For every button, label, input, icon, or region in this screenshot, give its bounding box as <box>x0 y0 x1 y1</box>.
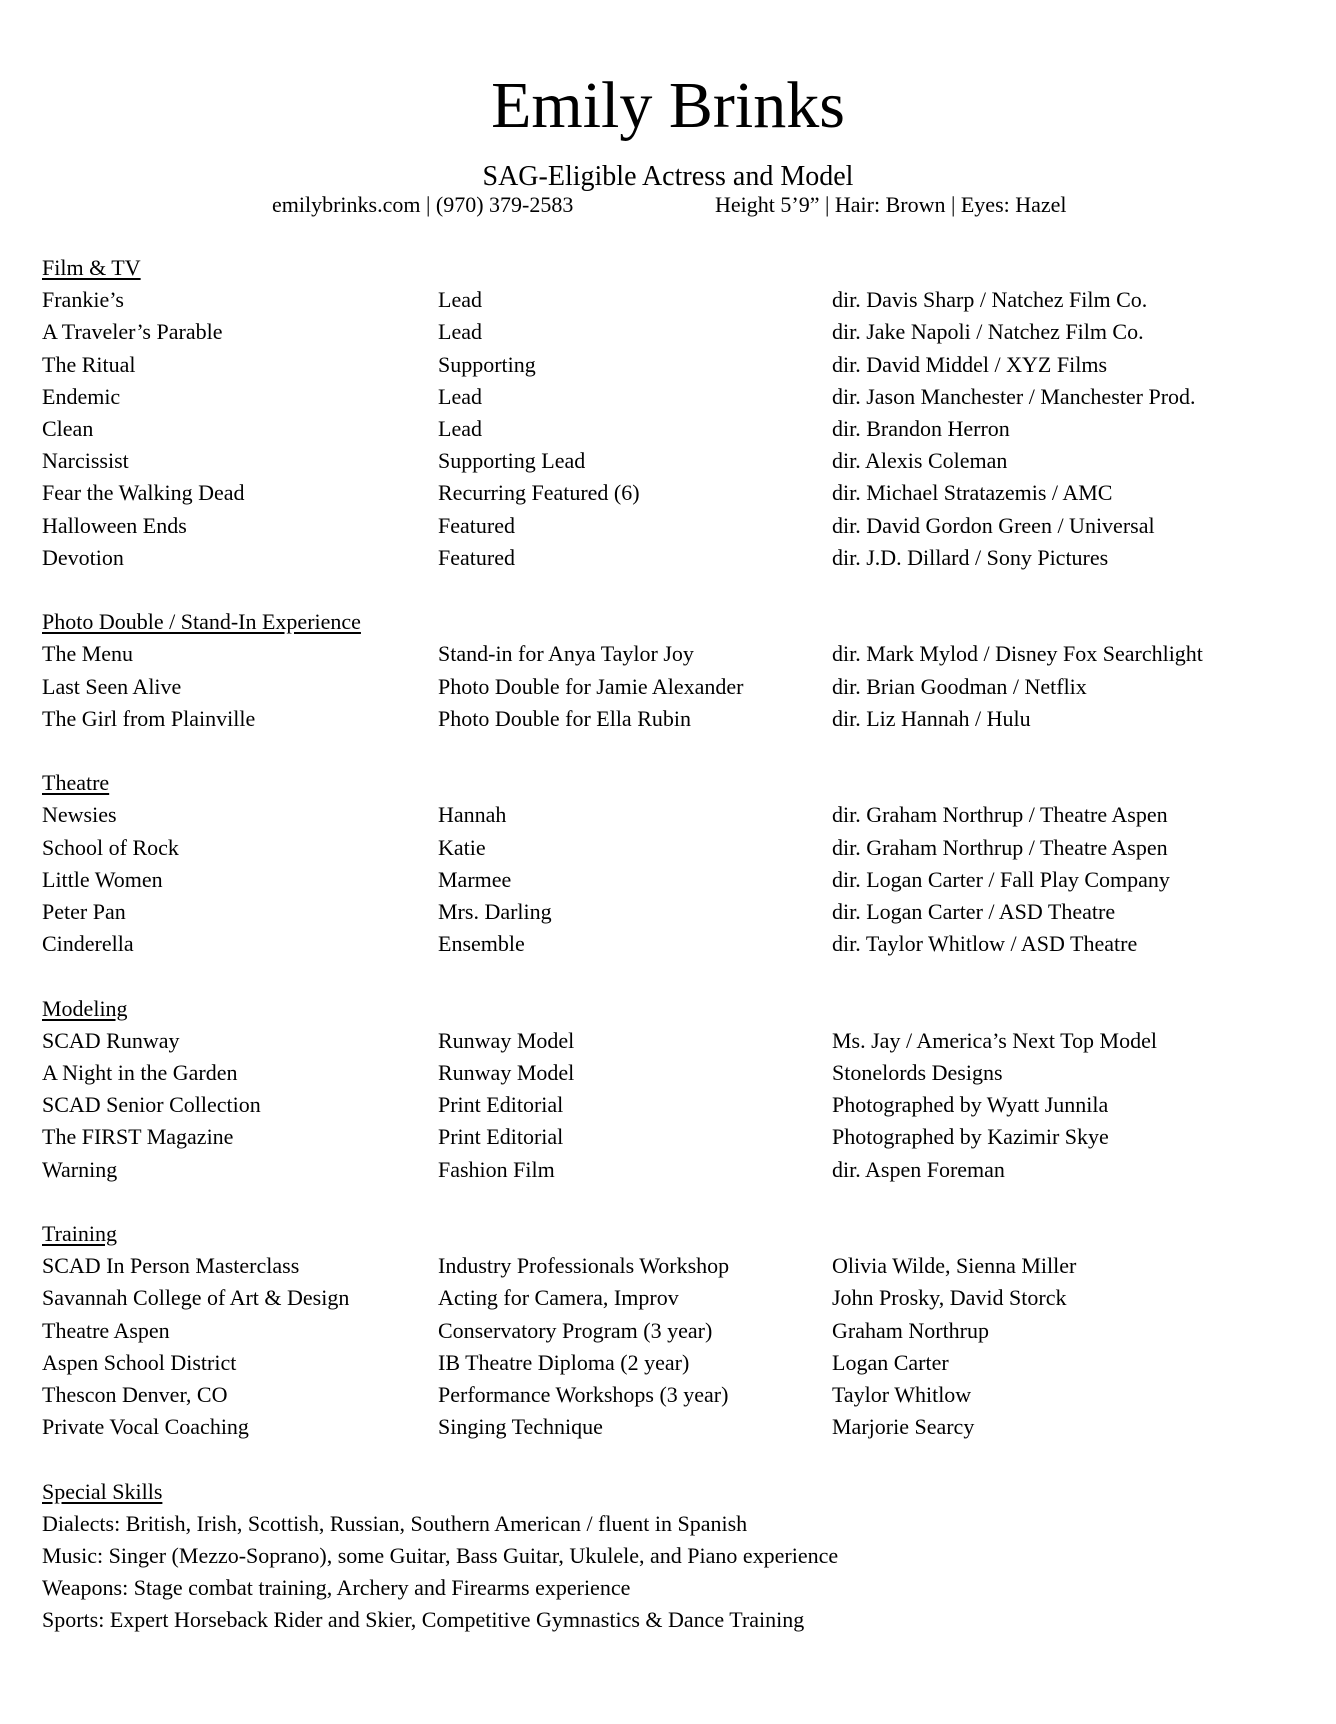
credit-cell: dir. Jake Napoli / Natchez Film Co. <box>832 319 1144 345</box>
role-cell: Conservatory Program (3 year) <box>438 1317 713 1343</box>
production-cell: Newsies <box>42 802 117 828</box>
role-cell: Stand-in for Anya Taylor Joy <box>438 641 694 667</box>
production-cell: Thescon Denver, CO <box>42 1382 228 1408</box>
production-cell: The Menu <box>42 641 134 667</box>
skill-line: Music: Singer (Mezzo-Soprano), some Guitar, Bass Guitar, Ukulele, and Piano experience <box>42 1543 839 1569</box>
credit-cell: dir. Liz Hannah / Hulu <box>832 705 1031 731</box>
credit-row <box>42 510 1302 542</box>
production-cell: A Traveler’s Parable <box>42 319 223 345</box>
credit-row <box>42 671 1302 703</box>
credit-cell: dir. Brian Goodman / Netflix <box>832 673 1087 699</box>
credit-cell: dir. Mark Mylod / Disney Fox Searchlight <box>832 641 1203 667</box>
credit-row <box>42 542 1302 574</box>
credit-cell: Marjorie Searcy <box>832 1414 975 1440</box>
credit-row <box>42 799 1302 831</box>
role-cell: Lead <box>438 383 482 409</box>
production-cell: Frankie’s <box>42 287 124 313</box>
credit-row <box>42 381 1302 413</box>
role-cell: Katie <box>438 834 486 860</box>
role-cell: Supporting <box>438 351 536 377</box>
credit-cell: dir. Alexis Coleman <box>832 448 1008 474</box>
role-cell: Industry Professionals Workshop <box>438 1253 730 1279</box>
section-title: Film & TV <box>42 255 141 280</box>
credit-row <box>42 1250 1302 1282</box>
credit-cell: Taylor Whitlow <box>832 1382 972 1408</box>
production-cell: Little Women <box>42 866 163 892</box>
section-title: Modeling <box>42 995 128 1021</box>
section-theatre <box>42 767 1302 960</box>
credit-row <box>42 1089 1302 1121</box>
role-cell: Runway Model <box>438 1027 575 1053</box>
credit-row <box>42 896 1302 928</box>
credit-cell: dir. Aspen Foreman <box>832 1156 1005 1182</box>
credit-cell: Logan Carter <box>832 1349 949 1375</box>
credit-cell: John Prosky, David Storck <box>832 1285 1067 1311</box>
skill-line: Weapons: Stage combat training, Archery and Firearms experience <box>42 1575 631 1601</box>
skill-line: Dialects: British, Irish, Scottish, Russian, Southern American / fluent in Spanish <box>42 1510 748 1536</box>
credit-row <box>42 928 1302 960</box>
contact-info: emilybrinks.com | (970) 379-2583 <box>272 192 574 217</box>
credit-row <box>42 1379 1302 1411</box>
role-cell: Featured <box>438 512 515 538</box>
production-cell: Endemic <box>42 383 121 409</box>
credit-row <box>42 1411 1302 1443</box>
credit-cell: dir. Davis Sharp / Natchez Film Co. <box>832 287 1148 313</box>
credit-row <box>42 703 1302 735</box>
credit-cell: dir. David Gordon Green / Universal <box>832 512 1155 538</box>
production-cell: Devotion <box>42 544 124 570</box>
section-training <box>42 1218 1302 1443</box>
credit-cell: dir. Graham Northrup / Theatre Aspen <box>832 834 1168 860</box>
role-cell: Supporting Lead <box>438 448 586 474</box>
role-cell: Runway Model <box>438 1060 575 1086</box>
production-cell: Warning <box>42 1156 118 1182</box>
role-cell: Ensemble <box>438 931 525 957</box>
credit-row <box>42 832 1302 864</box>
production-cell: Peter Pan <box>42 899 126 925</box>
credit-cell: dir. Logan Carter / ASD Theatre <box>832 899 1116 925</box>
credit-cell: Graham Northrup <box>832 1317 990 1343</box>
role-cell: Lead <box>438 287 482 313</box>
production-cell: SCAD Senior Collection <box>42 1092 261 1118</box>
credit-row <box>42 1121 1302 1153</box>
credit-cell: dir. Logan Carter / Fall Play Company <box>832 866 1170 892</box>
credit-row <box>42 1282 1302 1314</box>
section-photo-double-stand-in-experience <box>42 606 1302 735</box>
credit-cell: dir. Michael Stratazemis / AMC <box>832 480 1113 506</box>
section-title: Special Skills <box>42 1478 163 1504</box>
production-cell: Aspen School District <box>42 1349 237 1375</box>
role-cell: Featured <box>438 544 515 570</box>
role-cell: IB Theatre Diploma (2 year) <box>438 1349 690 1375</box>
role-cell: Performance Workshops (3 year) <box>438 1382 729 1408</box>
production-cell: School of Rock <box>42 834 179 860</box>
section-modeling <box>42 993 1302 1186</box>
credit-cell: dir. J.D. Dillard / Sony Pictures <box>832 544 1109 570</box>
credit-row <box>42 1025 1302 1057</box>
credit-row <box>42 445 1302 477</box>
credit-row <box>42 638 1302 670</box>
production-cell: Halloween Ends <box>42 512 187 538</box>
section-special-skills <box>42 1476 1302 1637</box>
credit-row <box>42 1315 1302 1347</box>
credit-row <box>42 413 1302 445</box>
production-cell: Savannah College of Art & Design <box>42 1285 350 1311</box>
credit-row <box>42 1057 1302 1089</box>
production-cell: The FIRST Magazine <box>42 1124 234 1150</box>
production-cell: SCAD In Person Masterclass <box>42 1253 300 1279</box>
production-cell: Private Vocal Coaching <box>42 1414 249 1440</box>
credit-row <box>42 1347 1302 1379</box>
role-cell: Singing Technique <box>438 1414 603 1440</box>
credit-cell: Stonelords Designs <box>832 1060 1003 1086</box>
credit-row <box>42 864 1302 896</box>
credit-row <box>42 349 1302 381</box>
production-cell: SCAD Runway <box>42 1027 180 1053</box>
credit-cell: dir. Taylor Whitlow / ASD Theatre <box>832 931 1138 957</box>
credit-cell: dir. Jason Manchester / Manchester Prod. <box>832 383 1196 409</box>
talent-stats: Height 5’9” | Hair: Brown | Eyes: Hazel <box>715 192 1067 217</box>
production-cell: A Night in the Garden <box>42 1060 238 1086</box>
role-cell: Acting for Camera, Improv <box>438 1285 679 1311</box>
page-title: Emily Brinks <box>491 69 845 142</box>
resume-sections <box>42 252 1302 1637</box>
tagline: SAG-Eligible Actress and Model <box>482 161 854 192</box>
role-cell: Hannah <box>438 802 507 828</box>
role-cell: Marmee <box>438 866 512 892</box>
role-cell: Photo Double for Jamie Alexander <box>438 673 744 699</box>
production-cell: The Ritual <box>42 351 136 377</box>
skill-line: Sports: Expert Horseback Rider and Skier, Competitive Gymnastics & Dance Training <box>42 1607 805 1633</box>
credit-cell: dir. Brandon Herron <box>832 416 1010 442</box>
credit-cell: Ms. Jay / America’s Next Top Model <box>832 1027 1157 1053</box>
production-cell: The Girl from Plainville <box>42 705 256 731</box>
section-title: Photo Double / Stand-In Experience <box>42 609 361 635</box>
production-cell: Clean <box>42 416 94 442</box>
role-cell: Lead <box>438 319 482 345</box>
section-title: Training <box>42 1221 117 1247</box>
production-cell: Last Seen Alive <box>42 673 182 699</box>
credit-cell: Olivia Wilde, Sienna Miller <box>832 1253 1077 1279</box>
role-cell: Mrs. Darling <box>438 899 552 925</box>
credit-row <box>42 1154 1302 1186</box>
production-cell: Fear the Walking Dead <box>42 480 245 506</box>
role-cell: Lead <box>438 416 482 442</box>
credit-row <box>42 477 1302 509</box>
role-cell: Print Editorial <box>438 1124 564 1150</box>
role-cell: Recurring Featured (6) <box>438 480 640 506</box>
production-cell: Narcissist <box>42 448 129 474</box>
role-cell: Fashion Film <box>438 1156 555 1182</box>
role-cell: Photo Double for Ella Rubin <box>438 705 691 731</box>
production-cell: Cinderella <box>42 931 134 957</box>
credit-cell: Photographed by Wyatt Junnila <box>832 1092 1109 1118</box>
role-cell: Print Editorial <box>438 1092 564 1118</box>
credit-row <box>42 284 1302 316</box>
section-title: Theatre <box>42 770 110 796</box>
credit-cell: dir. Graham Northrup / Theatre Aspen <box>832 802 1168 828</box>
credit-cell: dir. David Middel / XYZ Films <box>832 351 1107 377</box>
section-film-tv <box>42 252 1302 574</box>
credit-row <box>42 316 1302 348</box>
credit-cell: Photographed by Kazimir Skye <box>832 1124 1109 1150</box>
production-cell: Theatre Aspen <box>42 1317 170 1343</box>
